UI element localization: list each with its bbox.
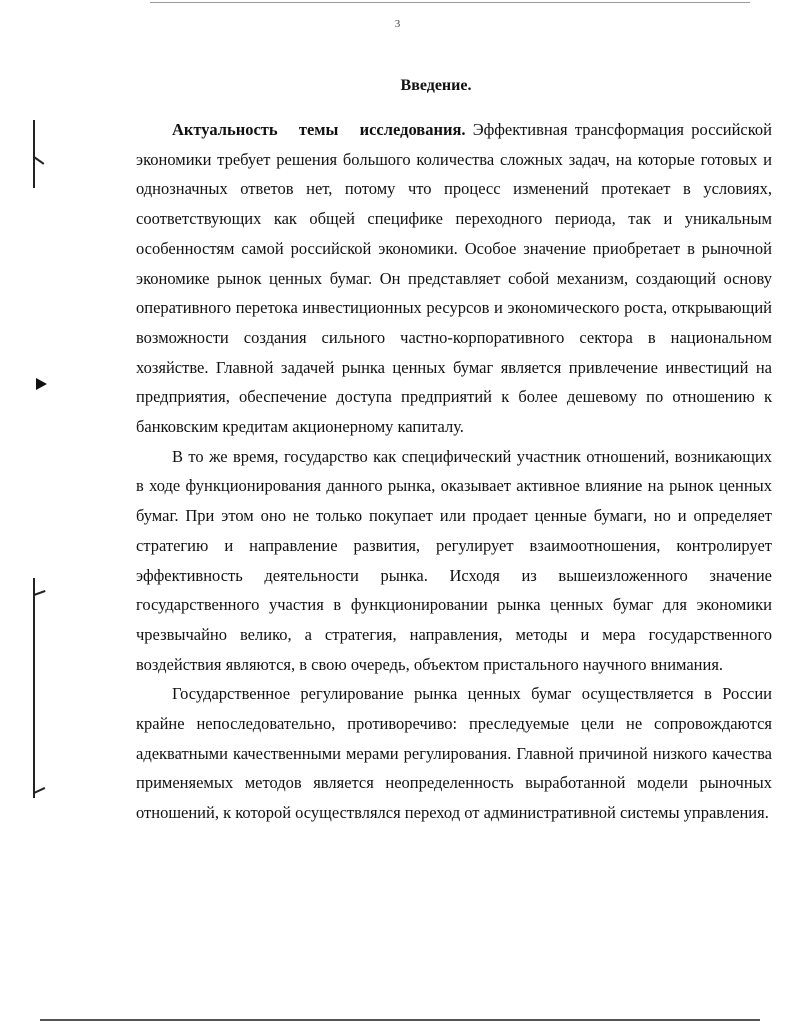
body-text	[136, 115, 772, 828]
paragraph-lead: Актуальность темы исследования.	[172, 120, 466, 139]
section-heading: Введение.	[400, 77, 472, 94]
paragraph-state-role	[136, 442, 772, 680]
page-number: 3	[394, 18, 401, 30]
margin-bracket-tick	[34, 590, 46, 596]
paragraph-text: Эффективная трансформация российской экономики требует решения большого количества сложных задач, на которые готовых и однозначных ответов нет, потому что процесс изменений протекает в условиях, соответствующих как общей специфике переходного периода, так и уникальным особенностям самой российской экономики. Особое значение приобретает в рыночной экономике рынок ценных бумаг. Он представляет собой механизм, создающий основу оперативного перетока инвестиционных ресурсов и экономического роста, открывающий возможности создания сильного частно-корпоративного сектора в национальном хозяйстве. Главной задачей рынка ценных бумаг является привлечение инвестиций на предприятия, обеспечение доступа предприятий к более дешевому по отношению к банковским кредитам акционерному капиталу.	[136, 120, 773, 437]
margin-bracket-tick	[34, 787, 46, 794]
bottom-scan-edge	[40, 1019, 760, 1021]
paragraph-regulation	[136, 679, 772, 828]
paragraph-text: Государственное регулирование рынка ценных бумаг осуществляется в России крайне непоследовательно, противоречиво: преследуемые цели не сопровождаются адекватными качественными мерами регулирования. Главной причиной низкого качества применяемых методов является неопределенность выработанной модели рыночных отношений, к которой осуществлялся переход от административной системы управления.	[136, 684, 772, 823]
margin-bracket-line	[33, 120, 35, 188]
margin-arrow-icon	[36, 378, 47, 390]
margin-bracket-tick	[33, 156, 44, 165]
paragraph-text: В то же время, государство как специфический участник отношений, возникающих в ходе функционирования данного рынка, оказывает активное влияние на рынок ценных бумаг. При этом оно не только покупает или продает ценные бумаги, но и определяет стратегию и направление развития, регулирует взаимоотношения, контролирует эффективность деятельности рынка. Исходя из вышеизложенного значение государственного участия в функционировании рынка ценных бумаг для экономики чрезвычайно велико, а стратегия, направления, методы и мера государственного воздействия являются, в свою очередь, объектом пристального научного внимания.	[136, 446, 772, 674]
paragraph-relevance	[136, 115, 772, 442]
margin-bracket-line	[33, 578, 35, 798]
top-scan-edge	[150, 2, 750, 3]
